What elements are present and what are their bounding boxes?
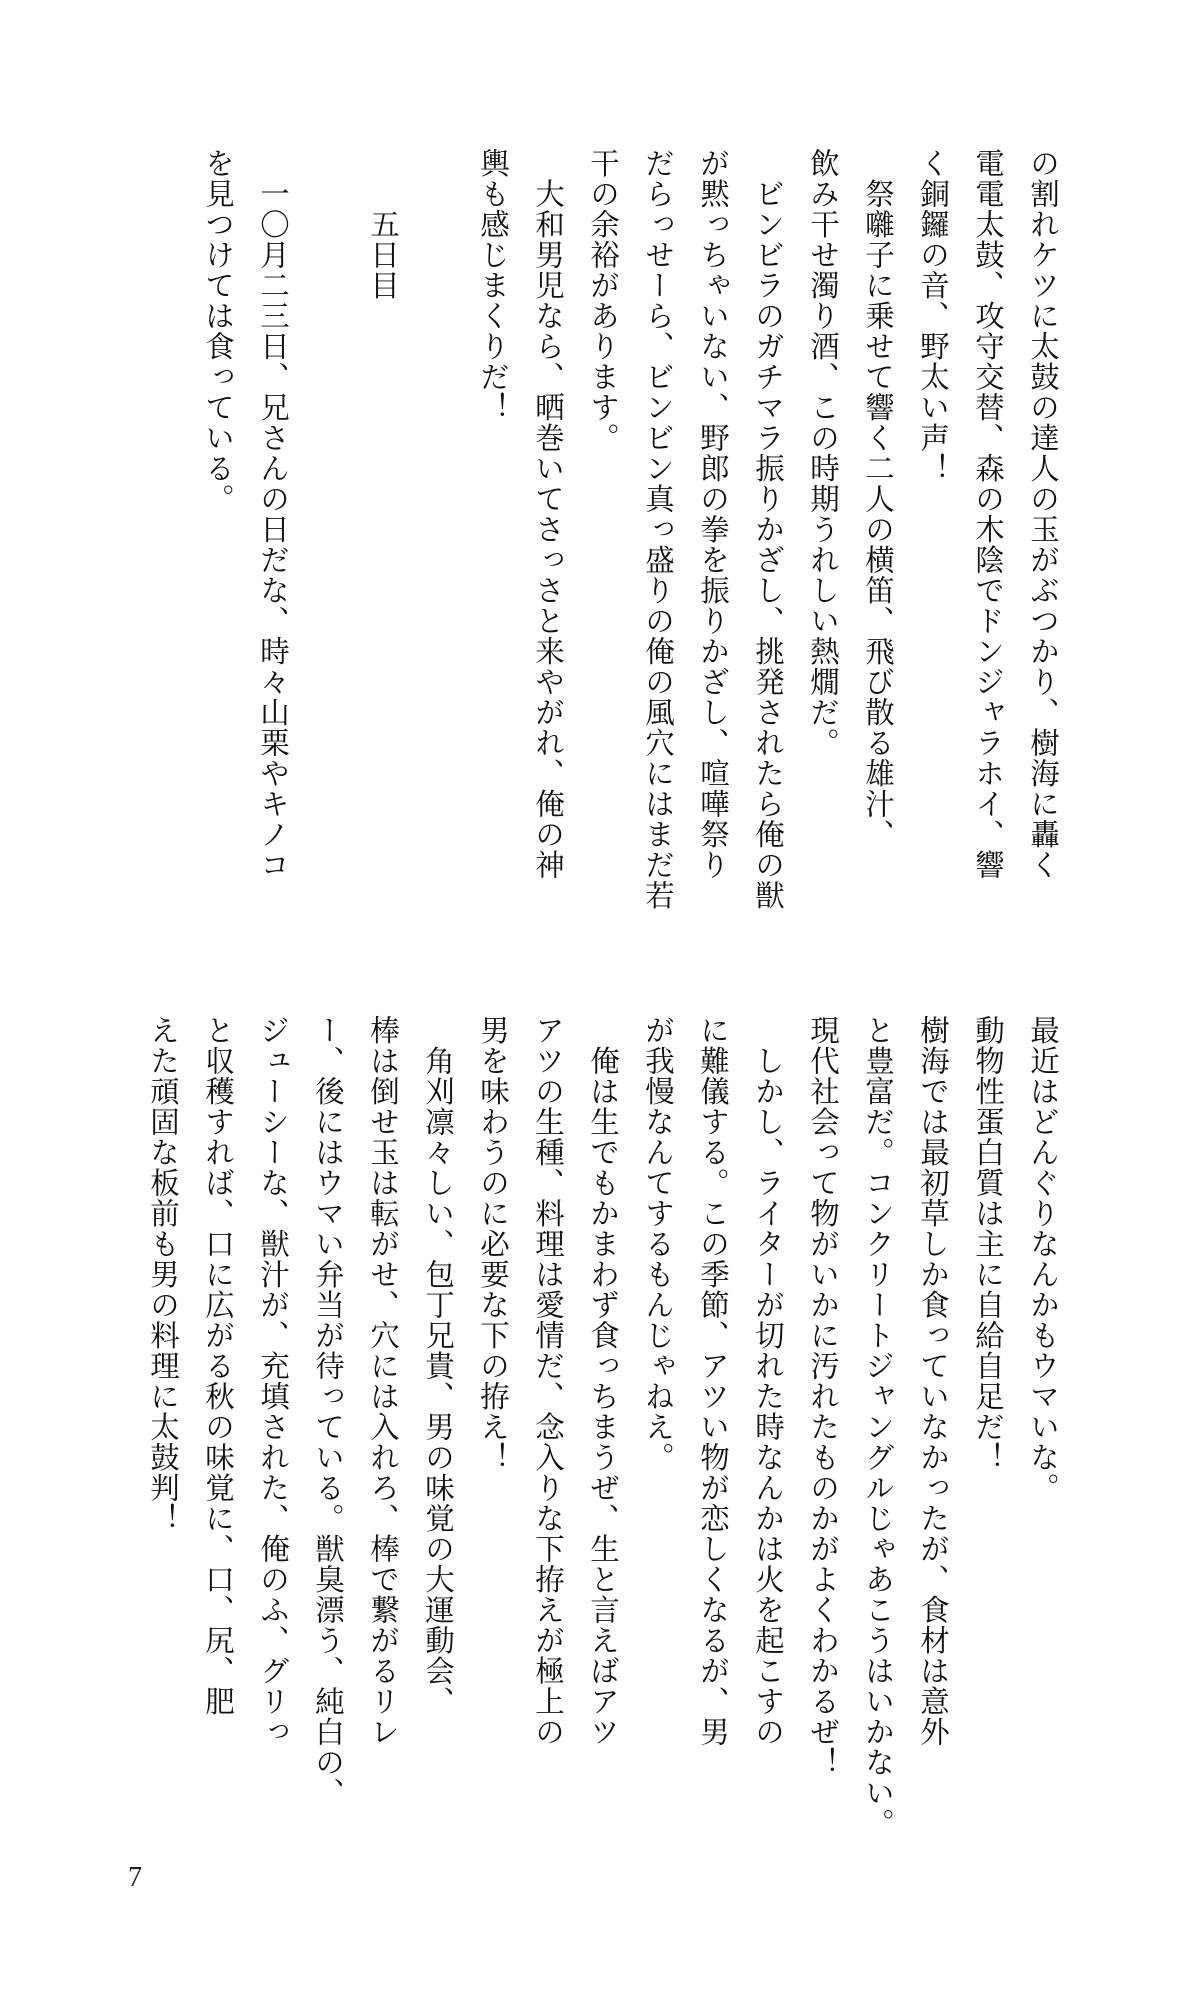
chapter-heading: 五日目 (366, 148, 400, 301)
text-line: 電電太鼓、攻守交替、森の木陰でドンジャラホイ、響 (971, 148, 1005, 880)
text-line: く銅鑼の音、野太い声！ (916, 148, 950, 484)
text-line: が我慢なんてするもんじゃねえ。 (641, 1015, 675, 1473)
text-line: 現代社会って物がいかに汚れたものかがよくわかるぜ！ (806, 1015, 840, 1778)
text-line: に難儀する。この季節、アツい物が恋しくなるが、男 (696, 1015, 730, 1747)
text-line: と豊富だ。コンクリートジャングルじゃあこうはいかない。 (861, 1015, 895, 1839)
text-line: 干の余裕があります。 (586, 148, 620, 453)
text-line: を見つけては食っている。 (201, 148, 235, 514)
text-line: しかし、ライターが切れた時なんかは火を起こすの (751, 1015, 785, 1747)
blank-line (300, 148, 355, 948)
text-line: 俺は生でもかまわず食っちまうぜ、生と言えばアツ (586, 1015, 620, 1747)
text-line: 輿も感じまくりだ！ (476, 148, 510, 423)
text-line: 動物性蛋白質は主に自給自足だ！ (971, 1015, 1005, 1473)
blank-line (410, 148, 465, 948)
page-number: 7 (128, 1862, 142, 1893)
text-line: ー、後にはウマい弁当が待っている。獣臭漂う、純白の、 (311, 1015, 345, 1808)
text-line: 飲み干せ濁り酒、この時期うれしい熱燗だ。 (806, 148, 840, 758)
text-line: 最近はどんぐりなんかもウマいな。 (1026, 1015, 1060, 1503)
text-line: の割れケツに太鼓の達人の玉がぶつかり、樹海に轟く (1026, 148, 1060, 880)
text-line: だらっせーら、ビンビン真っ盛りの俺の風穴にはまだ若 (641, 148, 675, 911)
text-line: 棒は倒せ玉は転がせ、穴には入れろ、棒で繋がるリレ (366, 1015, 400, 1747)
text-line: ジューシーな、獣汁が、充填された、俺のふ、グリっ (256, 1015, 290, 1747)
upper-text-block (170, 148, 1070, 948)
text-line: と収穫すれば、口に広がる秋の味覚に、口、尻、肥 (201, 1015, 235, 1717)
text-line: ビンビラのガチマラ振りかざし、挑発されたら俺の獣 (751, 148, 785, 911)
text-line: 祭囃子に乗せて響く二人の横笛、飛び散る雄汁、 (861, 148, 895, 850)
text-line: えた頑固な板前も男の料理に太鼓判！ (146, 1015, 180, 1534)
text-line: 樹海では最初草しか食っていなかったが、食材は意外 (916, 1015, 950, 1747)
text-line: アツの生種、料理は愛情だ、念入りな下拵えが極上の (531, 1015, 565, 1747)
lower-text-block (146, 1015, 1070, 1875)
text-line: 男を味わうのに必要な下の拵え！ (476, 1015, 510, 1473)
text-line: が黙っちゃいない、野郎の拳を振りかざし、喧嘩祭り (696, 148, 730, 880)
text-line: 一〇月二三日、兄さんの日だな、時々山栗やキノコ (256, 148, 290, 880)
text-line: 角刈凛々しい、包丁兄貴、男の味覚の大運動会、 (421, 1015, 455, 1717)
text-line: 大和男児なら、晒巻いてさっさと来やがれ、俺の神 (531, 148, 565, 880)
